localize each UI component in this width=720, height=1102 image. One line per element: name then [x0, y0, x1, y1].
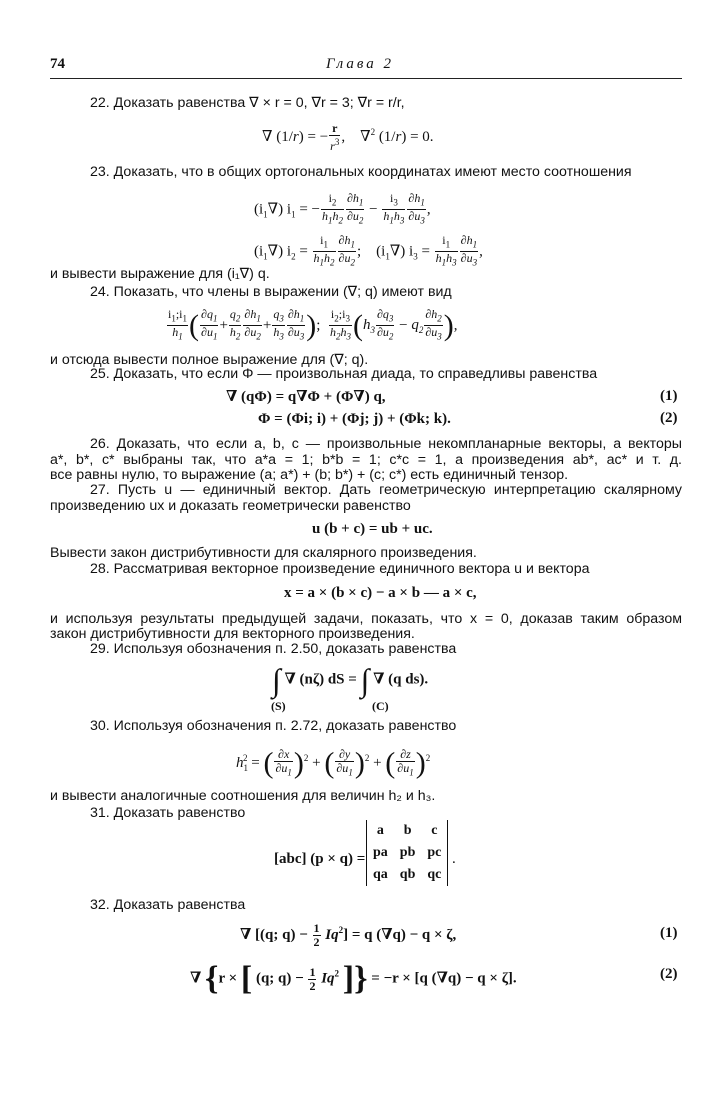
- problem-23-conclusion: и вывести выражение для (i₁∇) q.: [50, 266, 270, 282]
- matrix-cell: c: [431, 823, 438, 838]
- matrix-cell: pb: [399, 845, 416, 860]
- problem-26-line-2: a*, b*, c* выбраны так, что a*a = 1; b*b = 1; c*c = 1, а произведения ab*, ac* и т. д.: [50, 452, 682, 468]
- matrix-cell: a: [376, 823, 384, 838]
- problem-32-formula-1: ∇ [(q; q) − $\frac{1}{2}$ $Iq^2] = q$ (∇q) − q × ζ,: [240, 921, 457, 950]
- problem-25-text: 25. Доказать, что если Φ — произвольная диада, то справедливы равенства: [90, 366, 598, 382]
- problem-28-line-1: 28. Рассматривая векторное произведение единичного вектора u и вектора: [90, 561, 590, 577]
- integral-limit-s: (S): [271, 699, 286, 713]
- problem-28-formula: x = a × (b × c) − a × b — a × c,: [284, 585, 477, 601]
- problem-22-text: 22. Доказать равенства ∇ × r = 0, ∇r = 3; ∇r = r/r,: [90, 95, 405, 111]
- matrix-cell: qc: [427, 867, 442, 882]
- problem-30-conclusion: и вывести аналогичные соотношения для величин h₂ и h₃.: [50, 788, 436, 804]
- problem-29-lhs: ∇ (nζ) dS =: [284, 671, 357, 688]
- problem-23-formula-1: $(i_1\nabla) i_1$ = − $\frac{i_2}{h_1h_2}$ $\frac{\partial h_1}{\partial u_2}$ − $\frac{i_3}{h_1h_3}$ $\frac{\partial h_1}{\partial u_3}$ ,: [254, 191, 431, 226]
- matrix-cell: pc: [427, 845, 442, 860]
- integral-sign-c: ∫: [360, 662, 370, 698]
- problem-23-text: 23. Доказать, что в общих ортогональных координатах имеют место соотношения: [90, 164, 632, 180]
- problem-25-formula-1: ∇ (qΦ) = q∇Φ + (Φ∇) q,: [226, 389, 386, 405]
- matrix-cell: qb: [399, 867, 416, 882]
- problem-24-text: 24. Показать, что члены в выражении (∇; q) имеют вид: [90, 284, 452, 300]
- problem-26-line-1: 26. Доказать, что если a, b, c — произвольные некомпланарные векторы, а векторы: [90, 436, 682, 452]
- problem-32-formula-2: ∇ {r × [ (q; q) − $\frac{1}{2}$ Iq$^2$ ]} = −r × [q (∇q) − q × ζ].: [190, 960, 517, 997]
- matrix-cell: b: [403, 823, 412, 838]
- problem-24-conclusion: и отсюда вывести полное выражение для (∇; q).: [50, 352, 369, 368]
- problem-30-formula: $h_1^2$ = ( $\frac{\partial x}{\partial u_1}$ )$^2$ + ( $\frac{\partial y}{\partial u_1}$ )$^2$ + ( $\frac{\partial z}{\partial u_1}$ )$^2$: [236, 746, 431, 780]
- problem-32-text: 32. Доказать равенства: [90, 897, 246, 913]
- page-number: 74: [50, 56, 65, 72]
- problem-27-formula: u (b + c) = ub + uc.: [312, 521, 433, 537]
- integral-limit-c: (C): [372, 699, 389, 713]
- problem-27-line-2: произведению ux и доказать геометрически равенство: [50, 498, 411, 514]
- problem-24-formula: $\frac{i_1;i_1}{h_1}$ ( $\frac{\partial q_1}{\partial u_1}$ + $\frac{q_2}{h_2}$ $\frac{\partial h_1}{\partial u_2}$ + $\frac{q_3}{h_3}$ $\frac{\partial h_1}{\partial u_3}$ ); $\frac{i_2;i_3}{h_2h_3}$ ($h_3$ $\frac{\partial q_3}{\partial u_2}$ − $q_2$ $\frac{\partial h_2}{\partial u_3}$ ),: [168, 307, 458, 342]
- determinant-matrix: [366, 820, 448, 886]
- problem-32-eq-number-2: (2): [660, 966, 678, 982]
- problem-25-eq-number-2: (2): [660, 410, 678, 426]
- chapter-title: Глава 2: [325, 56, 395, 72]
- integral-sign-s: ∫: [272, 662, 281, 698]
- matrix-cell: pa: [373, 845, 388, 860]
- determinant-period: .: [452, 851, 456, 867]
- problem-23-formula-2: $(i_1\nabla) i_2$ = $\frac{i_1}{h_1h_2}$ $\frac{\partial h_1}{\partial u_2}$ ; $(i_1\nabla) i_3$ = $\frac{i_1}{h_1h_3}$ $\frac{\partial h_1}{\partial u_3}$ ,: [254, 233, 483, 268]
- problem-25-eq-number-1: (1): [660, 388, 678, 404]
- problem-29-formula: [272, 664, 428, 696]
- problem-26-line-3: все равны нулю, то выражение (a; a*) + (b; b*) + (c; c*) есть единичный тензор.: [50, 467, 569, 483]
- problem-28-line-2: и используя результаты предыдущей задачи, показать, что x = 0, доказав таким образом: [50, 611, 682, 627]
- problem-27-line-3: Вывести закон дистрибутивности для скалярного произведения.: [50, 545, 477, 561]
- problem-29-rhs: ∇ (q ds).: [373, 671, 429, 688]
- problem-27-line-1: 27. Пусть u — единичный вектор. Дать геометрическую интерпретацию скалярному: [90, 482, 682, 498]
- problem-30-text: 30. Используя обозначения п. 2.72, доказать равенство: [90, 718, 457, 734]
- problem-32-eq-number-1: (1): [660, 925, 678, 941]
- matrix-cell: qa: [373, 867, 388, 882]
- problem-25-formula-2: Φ = (Φi; i) + (Φj; j) + (Φk; k).: [258, 411, 451, 427]
- problem-29-text: 29. Используя обозначения п. 2.50, доказать равенства: [90, 641, 457, 657]
- problem-31-lhs: [abc] (p × q) =: [274, 851, 366, 867]
- problem-22-formula: ∇ (1/r) = − $\frac{r}{r^3}$ , ∇$^2$ (1/r) = 0.: [262, 121, 434, 153]
- problem-31-text: 31. Доказать равенство: [90, 805, 246, 821]
- header-rule: [50, 78, 682, 79]
- problem-28-line-3: закон дистрибутивности для векторного произведения.: [50, 626, 415, 642]
